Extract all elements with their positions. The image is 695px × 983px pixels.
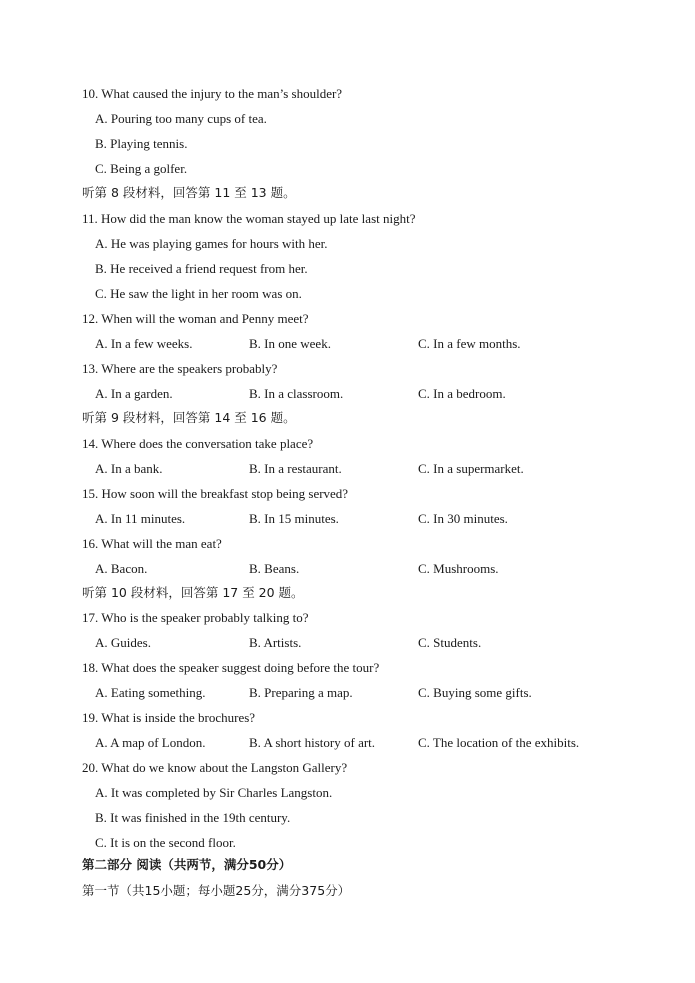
question-19: 19. What is inside the brochures? — [82, 710, 256, 725]
option-18a: A. Eating something. — [95, 685, 206, 700]
question-13: 13. Where are the speakers probably? — [82, 361, 278, 376]
option-19a: A. A map of London. — [95, 735, 206, 750]
option-14b: B. In a restaurant. — [249, 461, 342, 476]
option-15a: A. In 11 minutes. — [95, 511, 186, 526]
question-17: 17. Who is the speaker probably talking to? — [82, 610, 309, 625]
option-16c: C. Mushrooms. — [418, 561, 499, 576]
question-14: 14. Where does the conversation take place? — [82, 436, 314, 451]
option-10a: A. Pouring too many cups of tea. — [95, 111, 267, 126]
part-2-heading: 第二部分 阅读（共两节，满分50分） — [82, 857, 292, 872]
option-18b: B. Preparing a map. — [249, 685, 353, 700]
option-16b: B. Beans. — [249, 561, 300, 576]
option-11a: A. He was playing games for hours with her. — [95, 236, 328, 251]
question-12: 12. When will the woman and Penny meet? — [82, 311, 309, 326]
option-14c: C. In a supermarket. — [418, 461, 524, 476]
option-10b: B. Playing tennis. — [95, 136, 188, 151]
option-12c: C. In a few months. — [418, 336, 521, 351]
option-11b: B. He received a friend request from her. — [95, 261, 308, 276]
option-17c: C. Students. — [418, 635, 482, 650]
option-11c: C. He saw the light in her room was on. — [95, 286, 302, 301]
option-13a: A. In a garden. — [95, 386, 173, 401]
question-10: 10. What caused the injury to the man’s shoulder? — [82, 86, 343, 101]
option-17a: A. Guides. — [95, 635, 151, 650]
option-18c: C. Buying some gifts. — [418, 685, 532, 700]
option-20b: B. It was finished in the 19th century. — [95, 810, 291, 825]
option-12a: A. In a few weeks. — [95, 336, 193, 351]
question-11: 11. How did the man know the woman stayed up late last night? — [82, 211, 416, 226]
option-15c: C. In 30 minutes. — [418, 511, 508, 526]
question-20: 20. What do we know about the Langston Gallery? — [82, 760, 348, 775]
option-19b: B. A short history of art. — [249, 735, 376, 750]
section-8-instruction: 听第 8 段材料，回答第 11 至 13 题。 — [82, 185, 296, 200]
option-19c: C. The location of the exhibits. — [418, 735, 580, 750]
option-14a: A. In a bank. — [95, 461, 163, 476]
option-10c: C. Being a golfer. — [95, 161, 188, 176]
option-15b: B. In 15 minutes. — [249, 511, 339, 526]
section-1-heading: 第一节（共15小题；每小题25分，满分375分） — [82, 883, 351, 898]
question-16: 16. What will the man eat? — [82, 536, 222, 551]
option-13b: B. In a classroom. — [249, 386, 344, 401]
option-20a: A. It was completed by Sir Charles Langston. — [95, 785, 333, 800]
option-16a: A. Bacon. — [95, 561, 148, 576]
section-9-instruction: 听第 9 段材料，回答第 14 至 16 题。 — [82, 410, 296, 425]
question-18: 18. What does the speaker suggest doing before the tour? — [82, 660, 380, 675]
question-15: 15. How soon will the breakfast stop being served? — [82, 486, 349, 501]
section-10-instruction: 听第 10 段材料，回答第 17 至 20 题。 — [82, 585, 304, 600]
option-20c: C. It is on the second floor. — [95, 835, 236, 850]
option-12b: B. In one week. — [249, 336, 331, 351]
option-13c: C. In a bedroom. — [418, 386, 506, 401]
option-17b: B. Artists. — [249, 635, 302, 650]
